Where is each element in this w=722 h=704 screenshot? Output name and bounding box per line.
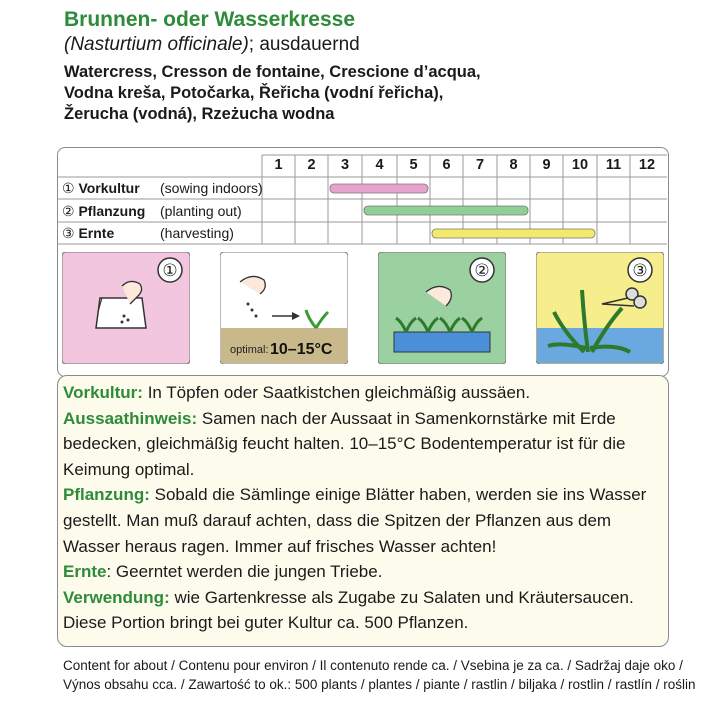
row-label: Ernte [78, 225, 115, 241]
panel-germination [220, 252, 348, 364]
month-label: 2 [307, 157, 316, 173]
calendar-row-harvest [62, 225, 262, 243]
instruction-germination [63, 406, 663, 483]
panel-number: ③ [632, 261, 648, 281]
panel-sowing-indoors [62, 252, 190, 364]
calendar-bar-3 [432, 229, 595, 238]
instruction-heading: Ernte [63, 562, 107, 582]
instruction-text: In Töpfen oder Saatkistchen gleichmäßig aussäen. [142, 383, 531, 402]
row-number: ② [62, 203, 75, 219]
instruction-planting [63, 482, 663, 559]
latin-name: (Nasturtium officinale) [64, 34, 249, 55]
month-label: 8 [509, 157, 518, 173]
names-line-2: Vodna kreša, Potočarka, Řeřicha (vodní řeřicha), [64, 84, 444, 102]
row-number: ③ [62, 225, 75, 241]
row-label: Pflanzung [78, 203, 146, 219]
product-title: Brunnen- oder Wasserkresse [64, 8, 355, 31]
month-label: 3 [340, 157, 350, 173]
panel-number: ② [474, 261, 490, 281]
month-label: 7 [475, 157, 485, 173]
names-line-3: Žerucha (vodná), Rzeżucha wodna [64, 105, 335, 123]
row-english: (planting out) [160, 203, 242, 219]
instruction-heading: Vorkultur: [63, 383, 143, 402]
calendar-bar-1 [330, 184, 428, 193]
calendar-bar-2 [364, 206, 528, 215]
instruction-usage [63, 585, 663, 636]
row-english: (sowing indoors) [160, 180, 263, 196]
calendar-row-sowing [62, 180, 262, 198]
row-english: (harvesting) [160, 225, 234, 241]
footer-content-line-2: Výnos obsahu cca. / Zawartość to ok.: 500 plants / plantes / piante / rastlin / biljaka / rostlin / rastlín / roślin [63, 677, 696, 692]
panel-planting-out [378, 252, 506, 364]
instruction-heading: Verwendung: [63, 587, 170, 607]
row-number: ① [62, 180, 75, 196]
names-line-1: Watercress, Cresson de fontaine, Crescione d’acqua, [64, 63, 481, 81]
month-label: 5 [409, 157, 418, 173]
month-label: 9 [542, 157, 551, 173]
panel-number: ① [162, 261, 178, 281]
instruction-heading: Aussaathinweis: [63, 408, 198, 428]
calendar-row-planting [62, 203, 262, 221]
row-label: Vorkultur [78, 180, 140, 196]
instruction-text: Samen nach der Aussaat in Samenkornstärke mit Erde bedecken, gleichmäßig feucht halten. 10–15°C Bodentemperatur ist für die Keimung optimal. [63, 408, 626, 479]
perennial-note: ; ausdauernd [248, 34, 360, 55]
month-label: 1 [274, 157, 283, 173]
instruction-heading: Pflanzung: [63, 485, 150, 505]
instruction-text: wie Gartenkresse als Zugabe zu Salaten und Kräutersaucen. Diese Portion bringt bei guter Kultur ca. 500 Pflanzen. [63, 587, 634, 633]
instruction-text: Sobald die Sämlinge einige Blätter haben, werden sie ins Wasser gestellt. Man muß darauf achten, dass die Spitzen der Pflanzen aus dem Wasser heraus ragen. Immer auf frisches Wasser achten! [63, 485, 647, 556]
month-label: 4 [375, 157, 384, 173]
panel-harvesting [536, 252, 664, 364]
month-label: 12 [638, 157, 656, 173]
month-label: 6 [442, 157, 451, 173]
month-label: 10 [571, 157, 589, 173]
footer-content-line-1: Content for about / Contenu pour environ / Il contenuto rende ca. / Vsebina je za ca. / Sadržaj daje oko / [63, 658, 683, 673]
month-label: 11 [605, 157, 622, 173]
instruction-text: : Geerntet werden die jungen Triebe. [106, 562, 383, 582]
temp-label: optimal: [230, 344, 269, 356]
instruction-sowing [63, 380, 663, 406]
temp-value: 10–15°C [270, 341, 333, 358]
instruction-harvest [63, 559, 663, 585]
